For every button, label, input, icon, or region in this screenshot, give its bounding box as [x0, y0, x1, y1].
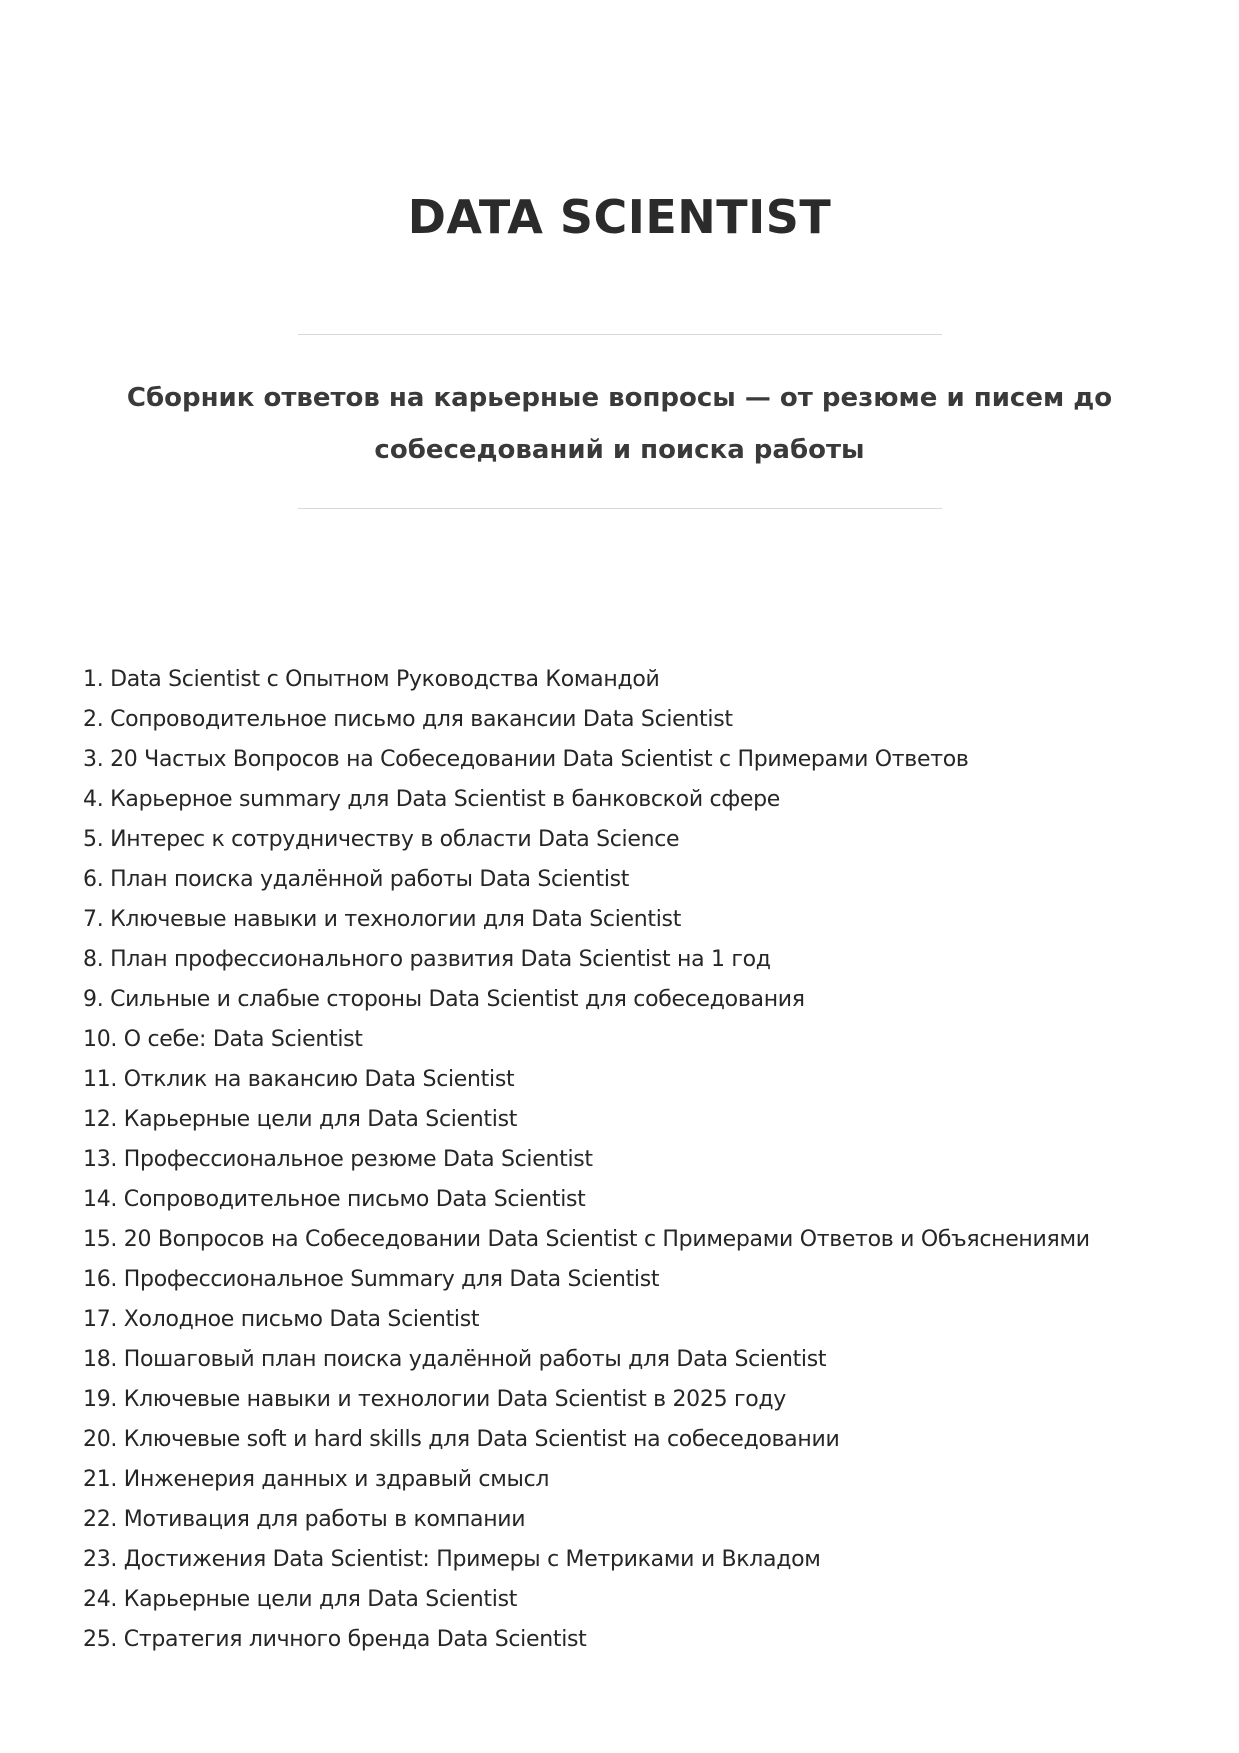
toc-item: 2. Сопроводительное письмо для вакансии Data Scientist [83, 707, 733, 732]
toc-item: 11. Отклик на вакансию Data Scientist [83, 1067, 515, 1092]
toc-item: 21. Инженерия данных и здравый смысл [83, 1467, 550, 1492]
toc-item: 25. Стратегия личного бренда Data Scientist [83, 1627, 587, 1652]
toc-item: 18. Пошаговый план поиска удалённой работы для Data Scientist [83, 1347, 827, 1372]
toc-item: 4. Карьерное summary для Data Scientist в банковской сфере [83, 787, 780, 812]
toc-item: 1. Data Scientist с Опытном Руководства Командой [83, 667, 660, 692]
toc-item: 15. 20 Вопросов на Собеседовании Data Scientist с Примерами Ответов и Объяснениями [83, 1227, 1090, 1252]
divider-bottom [298, 508, 942, 509]
toc-item: 7. Ключевые навыки и технологии для Data Scientist [83, 907, 682, 932]
toc-item: 9. Сильные и слабые стороны Data Scientist для собеседования [83, 987, 805, 1012]
toc-item: 14. Сопроводительное письмо Data Scientist [83, 1187, 586, 1212]
document-subtitle: Сборник ответов на карьерные вопросы — от резюме и писем до собеседований и поиска работы [126, 383, 1113, 465]
toc-item: 5. Интерес к сотрудничеству в области Data Science [83, 827, 680, 852]
toc-item: 6. План поиска удалённой работы Data Scientist [83, 867, 630, 892]
toc-item: 24. Карьерные цели для Data Scientist [83, 1587, 518, 1612]
divider-top [298, 334, 942, 335]
toc-item: 16. Профессиональное Summary для Data Scientist [83, 1267, 660, 1292]
table-of-contents [83, 660, 1183, 1660]
document-title: DATA SCIENTIST [407, 190, 832, 244]
toc-item: 12. Карьерные цели для Data Scientist [83, 1107, 518, 1132]
toc-item: 8. План профессионального развития Data Scientist на 1 год [83, 947, 771, 972]
toc-item: 13. Профессиональное резюме Data Scientist [83, 1147, 593, 1172]
toc-item: 20. Ключевые soft и hard skills для Data Scientist на собеседовании [83, 1427, 840, 1452]
toc-item: 3. 20 Частых Вопросов на Собеседовании Data Scientist с Примерами Ответов [83, 747, 969, 772]
toc-item: 17. Холодное письмо Data Scientist [83, 1307, 480, 1332]
toc-item: 19. Ключевые навыки и технологии Data Scientist в 2025 году [83, 1387, 787, 1412]
toc-item: 22. Мотивация для работы в компании [83, 1507, 526, 1532]
toc-item: 23. Достижения Data Scientist: Примеры с Метриками и Вкладом [83, 1547, 821, 1572]
toc-item: 10. О себе: Data Scientist [83, 1027, 363, 1052]
